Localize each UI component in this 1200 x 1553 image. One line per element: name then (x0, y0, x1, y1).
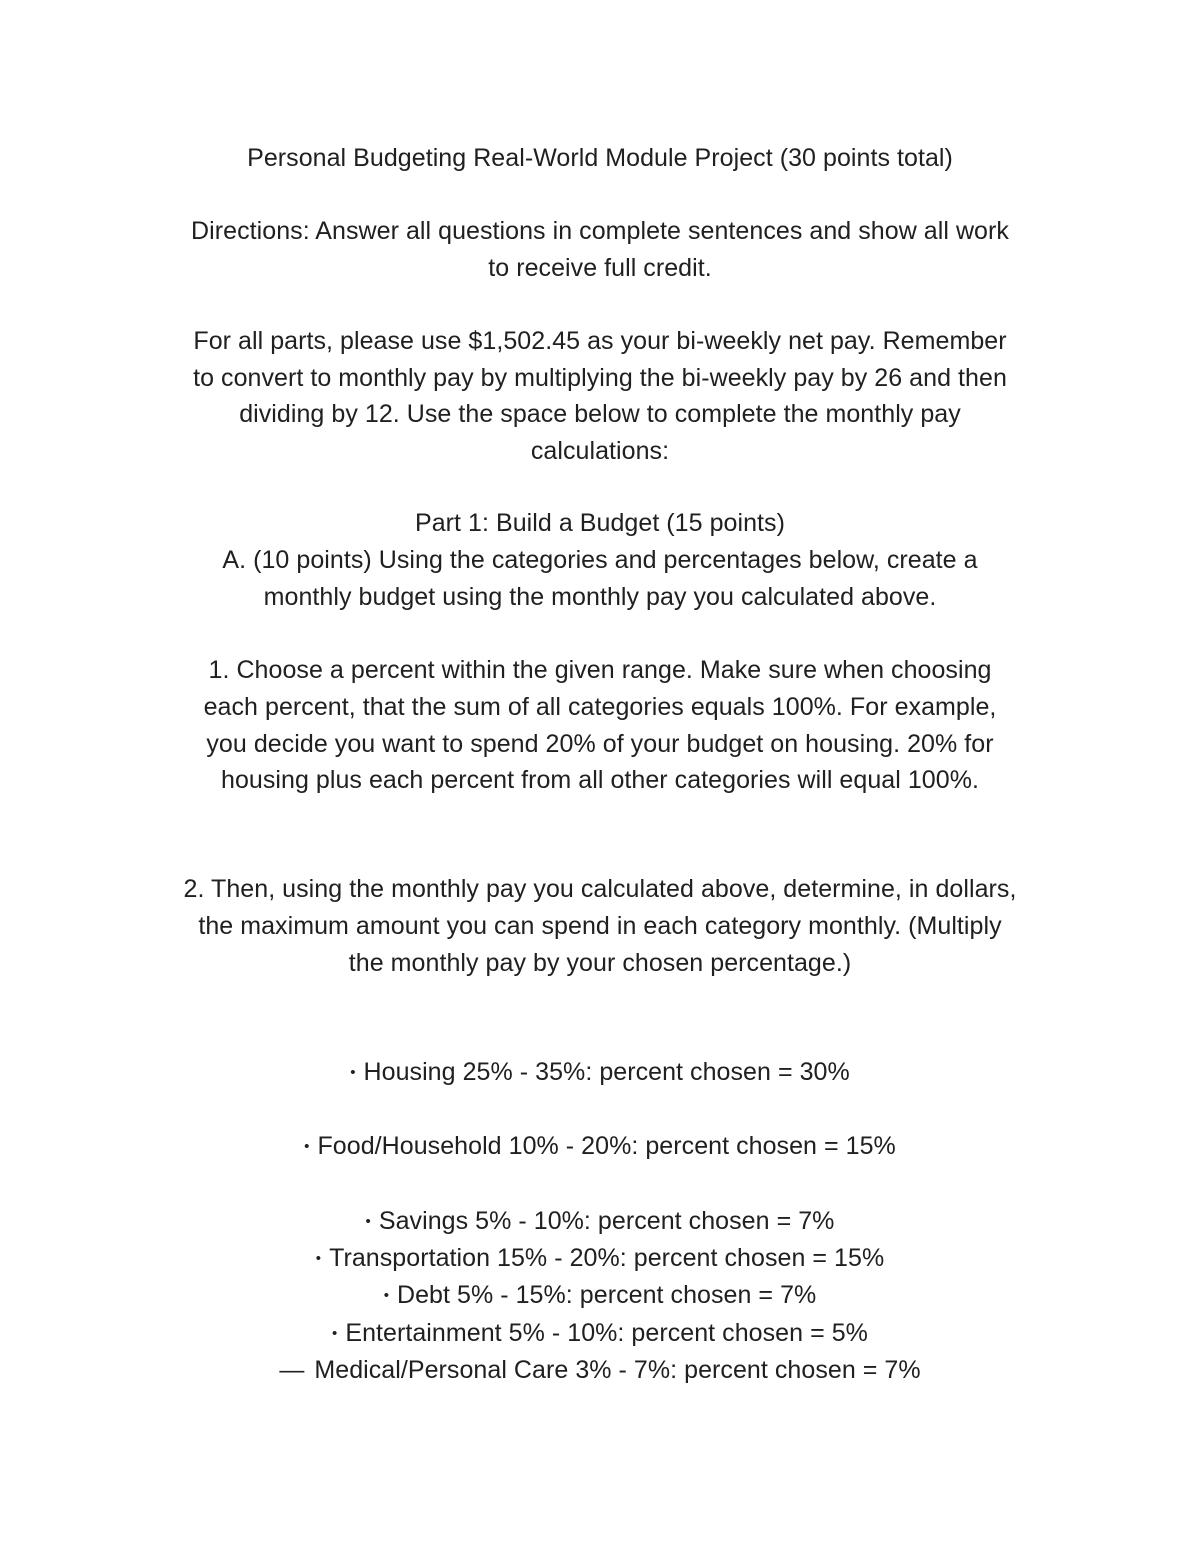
step1-line: 1. Choose a percent within the given range. Make sure when choosing (208, 656, 992, 684)
step1-line: housing plus each percent from all other categories will equal 100%. (220, 766, 979, 794)
category-item-debt (0, 1280, 1200, 1311)
bullet-icon: • (332, 1325, 338, 1342)
step1-line: you decide you want to spend 20% of your budget on housing. 20% for (206, 730, 994, 758)
category-text: Medical/Personal Care 3% - 7%: percent chosen = 7% (314, 1356, 921, 1384)
directions-line: to receive full credit. (488, 254, 712, 282)
pay-instructions-line: dividing by 12. Use the space below to complete the monthly pay (239, 400, 961, 428)
directions-line: Directions: Answer all questions in complete sentences and show all work (191, 217, 1009, 245)
dash-icon: — (279, 1356, 305, 1384)
category-item-medical-personal-care (0, 1355, 1200, 1385)
category-text: Transportation 15% - 20%: percent chosen = 15% (329, 1244, 885, 1272)
pay-instructions-line: to convert to monthly pay by multiplying the bi-weekly pay by 26 and then (193, 364, 1007, 392)
category-text: Debt 5% - 15%: percent chosen = 7% (397, 1281, 817, 1309)
part1-heading: Part 1: Build a Budget (15 points) (415, 509, 785, 537)
category-text: Housing 25% - 35%: percent chosen = 30% (363, 1058, 850, 1086)
category-item-food-household (0, 1131, 1200, 1162)
document-title: Personal Budgeting Real-World Module Project (30 points total) (247, 144, 953, 172)
step2-line: the monthly pay by your chosen percentage.) (348, 949, 852, 977)
category-item-savings (0, 1206, 1200, 1237)
bullet-icon: • (365, 1213, 371, 1230)
pay-instructions-line: calculations: (530, 437, 670, 465)
step2-line: the maximum amount you can spend in each category monthly. (Multiply (198, 912, 1002, 940)
bullet-icon: • (383, 1287, 389, 1304)
step1-line: each percent, that the sum of all categories equals 100%. For example, (203, 693, 997, 721)
bullet-icon: • (315, 1250, 322, 1267)
section-a-line: monthly budget using the monthly pay you calculated above. (263, 583, 937, 611)
category-item-transportation (0, 1243, 1200, 1274)
bullet-icon: • (350, 1064, 356, 1081)
section-a-line: A. (10 points) Using the categories and percentages below, create a (222, 546, 978, 574)
category-item-housing (0, 1057, 1200, 1088)
pay-instructions-line: For all parts, please use $1,502.45 as your bi-weekly net pay. Remember (193, 327, 1007, 355)
category-text: Savings 5% - 10%: percent chosen = 7% (378, 1207, 835, 1235)
category-text: Entertainment 5% - 10%: percent chosen = 5% (345, 1319, 868, 1347)
category-item-entertainment (0, 1318, 1200, 1349)
bullet-icon: • (304, 1138, 310, 1155)
step2-line: 2. Then, using the monthly pay you calculated above, determine, in dollars, (183, 875, 1017, 903)
category-text: Food/Household 10% - 20%: percent chosen = 15% (317, 1132, 896, 1160)
